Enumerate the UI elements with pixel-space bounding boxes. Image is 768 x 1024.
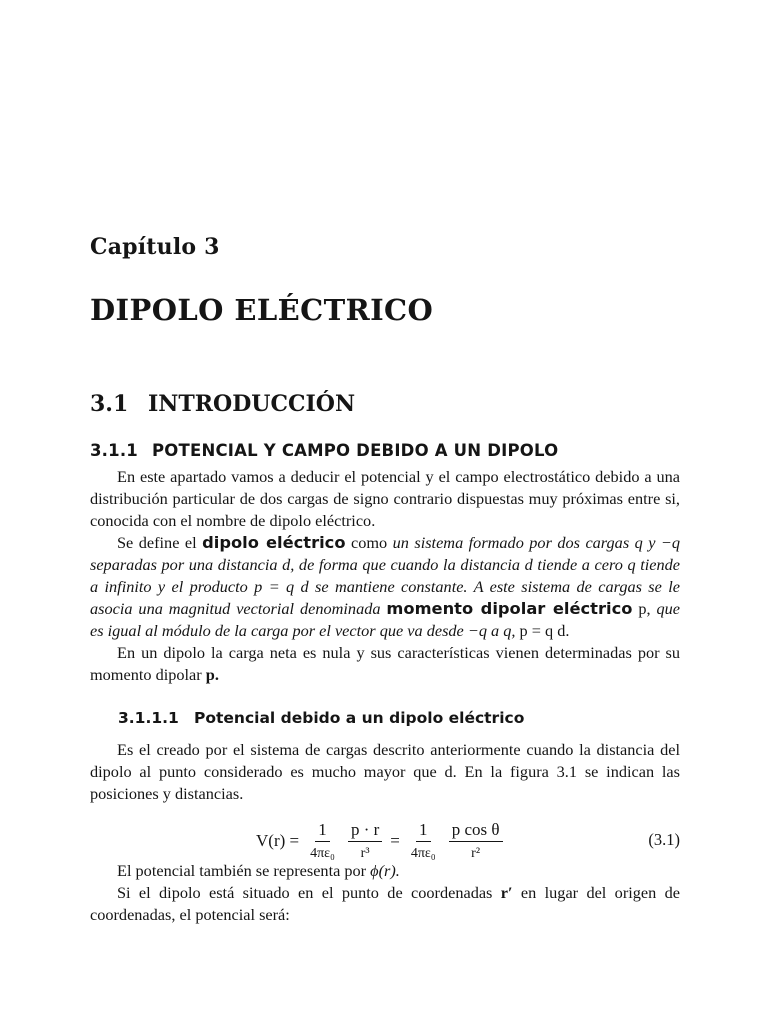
eq-den: r³ <box>360 845 370 861</box>
symbol-p: p. <box>205 665 219 684</box>
section-heading <box>90 391 355 417</box>
eq-num: 1 <box>416 820 431 842</box>
intro-text <box>90 466 680 686</box>
text-span: En un dipolo la carga neta es nula y sus características vienen determinadas por su momento dipolar <box>90 643 680 684</box>
text-span: El potencial también se representa por <box>117 861 371 880</box>
subsubsection-title: Potencial debido a un dipolo eléctrico <box>194 709 525 727</box>
equation-number: (3.1) <box>648 830 680 849</box>
term-momento-dipolar: momento dipolar eléctrico <box>386 599 633 618</box>
paragraph-displaced-dipole <box>90 882 680 926</box>
symbol-r-prime: r′ <box>500 883 513 902</box>
definition-dipolo: un sistema formado por dos cargas q y −q separadas por una distancia d, de forma que cuando la distancia d tiende a cero q tiende a infinito y el producto p = q d se mantiene constante. A este sistema de cargas se le asocia una magnitud vectorial denominada <box>90 533 681 618</box>
eq-num: 1 <box>315 820 330 842</box>
text-span: Si el dipolo está situado en el punto de coordenadas <box>117 883 501 902</box>
section-title: INTRODUCCIÓN <box>148 391 356 417</box>
subsection-number: 3.1.1 <box>90 441 138 460</box>
paragraph-intro: En este apartado vamos a deducir el potencial y el campo electrostático debido a una distribución particular de dos cargas de signo contrario dispuestas muy próximas entre si, conocida con el nombre de dipolo eléctrico. <box>90 467 680 530</box>
subsubsection-heading <box>118 709 524 727</box>
text-span: p, <box>632 599 657 618</box>
eq-den: r² <box>471 845 481 861</box>
definition-momento: que es igual al módulo de la carga por el vector que va desde −q a q, <box>90 599 680 640</box>
eq-fraction-4 <box>449 820 503 863</box>
eq-den: 4πε₀ <box>410 845 436 861</box>
eq-fraction-2 <box>348 820 382 863</box>
subsection-title: POTENCIAL Y CAMPO DEBIDO A UN DIPOLO <box>152 441 559 460</box>
subsubsection-number: 3.1.1.1 <box>118 709 179 727</box>
subsection-heading <box>90 441 558 460</box>
text-span: Se define el <box>117 533 203 552</box>
equation-body <box>256 816 505 866</box>
equation-3-1 <box>90 816 680 866</box>
chapter-label: Capítulo 3 <box>90 234 220 260</box>
paragraph-net-charge <box>90 642 680 686</box>
text-span: en lugar del origen de coordenadas, el potencial será: <box>90 883 680 924</box>
eq-num: p · r <box>348 820 382 842</box>
paragraph-phi <box>90 860 680 882</box>
post-equation-text <box>90 860 680 926</box>
section-number: 3.1 <box>90 391 129 417</box>
eq-den: 4πε₀ <box>310 845 335 861</box>
eq-fraction-1 <box>307 820 338 863</box>
symbol-phi: ϕ(r). <box>370 861 400 880</box>
text-span: p = q d. <box>515 621 570 640</box>
eq-equals: = <box>390 831 400 850</box>
paragraph-dipole-definition <box>90 532 680 642</box>
potential-text <box>90 739 680 805</box>
eq-num: p cos θ <box>449 820 503 842</box>
eq-fraction-3 <box>408 820 439 863</box>
text-span: como <box>345 533 393 552</box>
paragraph-potential: Es el creado por el sistema de cargas descrito anteriormente cuando la distancia del dipolo al punto considerado es mucho mayor que d. En la figura 3.1 se indican las posiciones y distancias. <box>90 740 680 803</box>
term-dipolo: dipolo eléctrico <box>202 533 346 552</box>
eq-lhs: V(r) = <box>256 831 300 850</box>
chapter-title: DIPOLO ELÉCTRICO <box>90 293 434 327</box>
